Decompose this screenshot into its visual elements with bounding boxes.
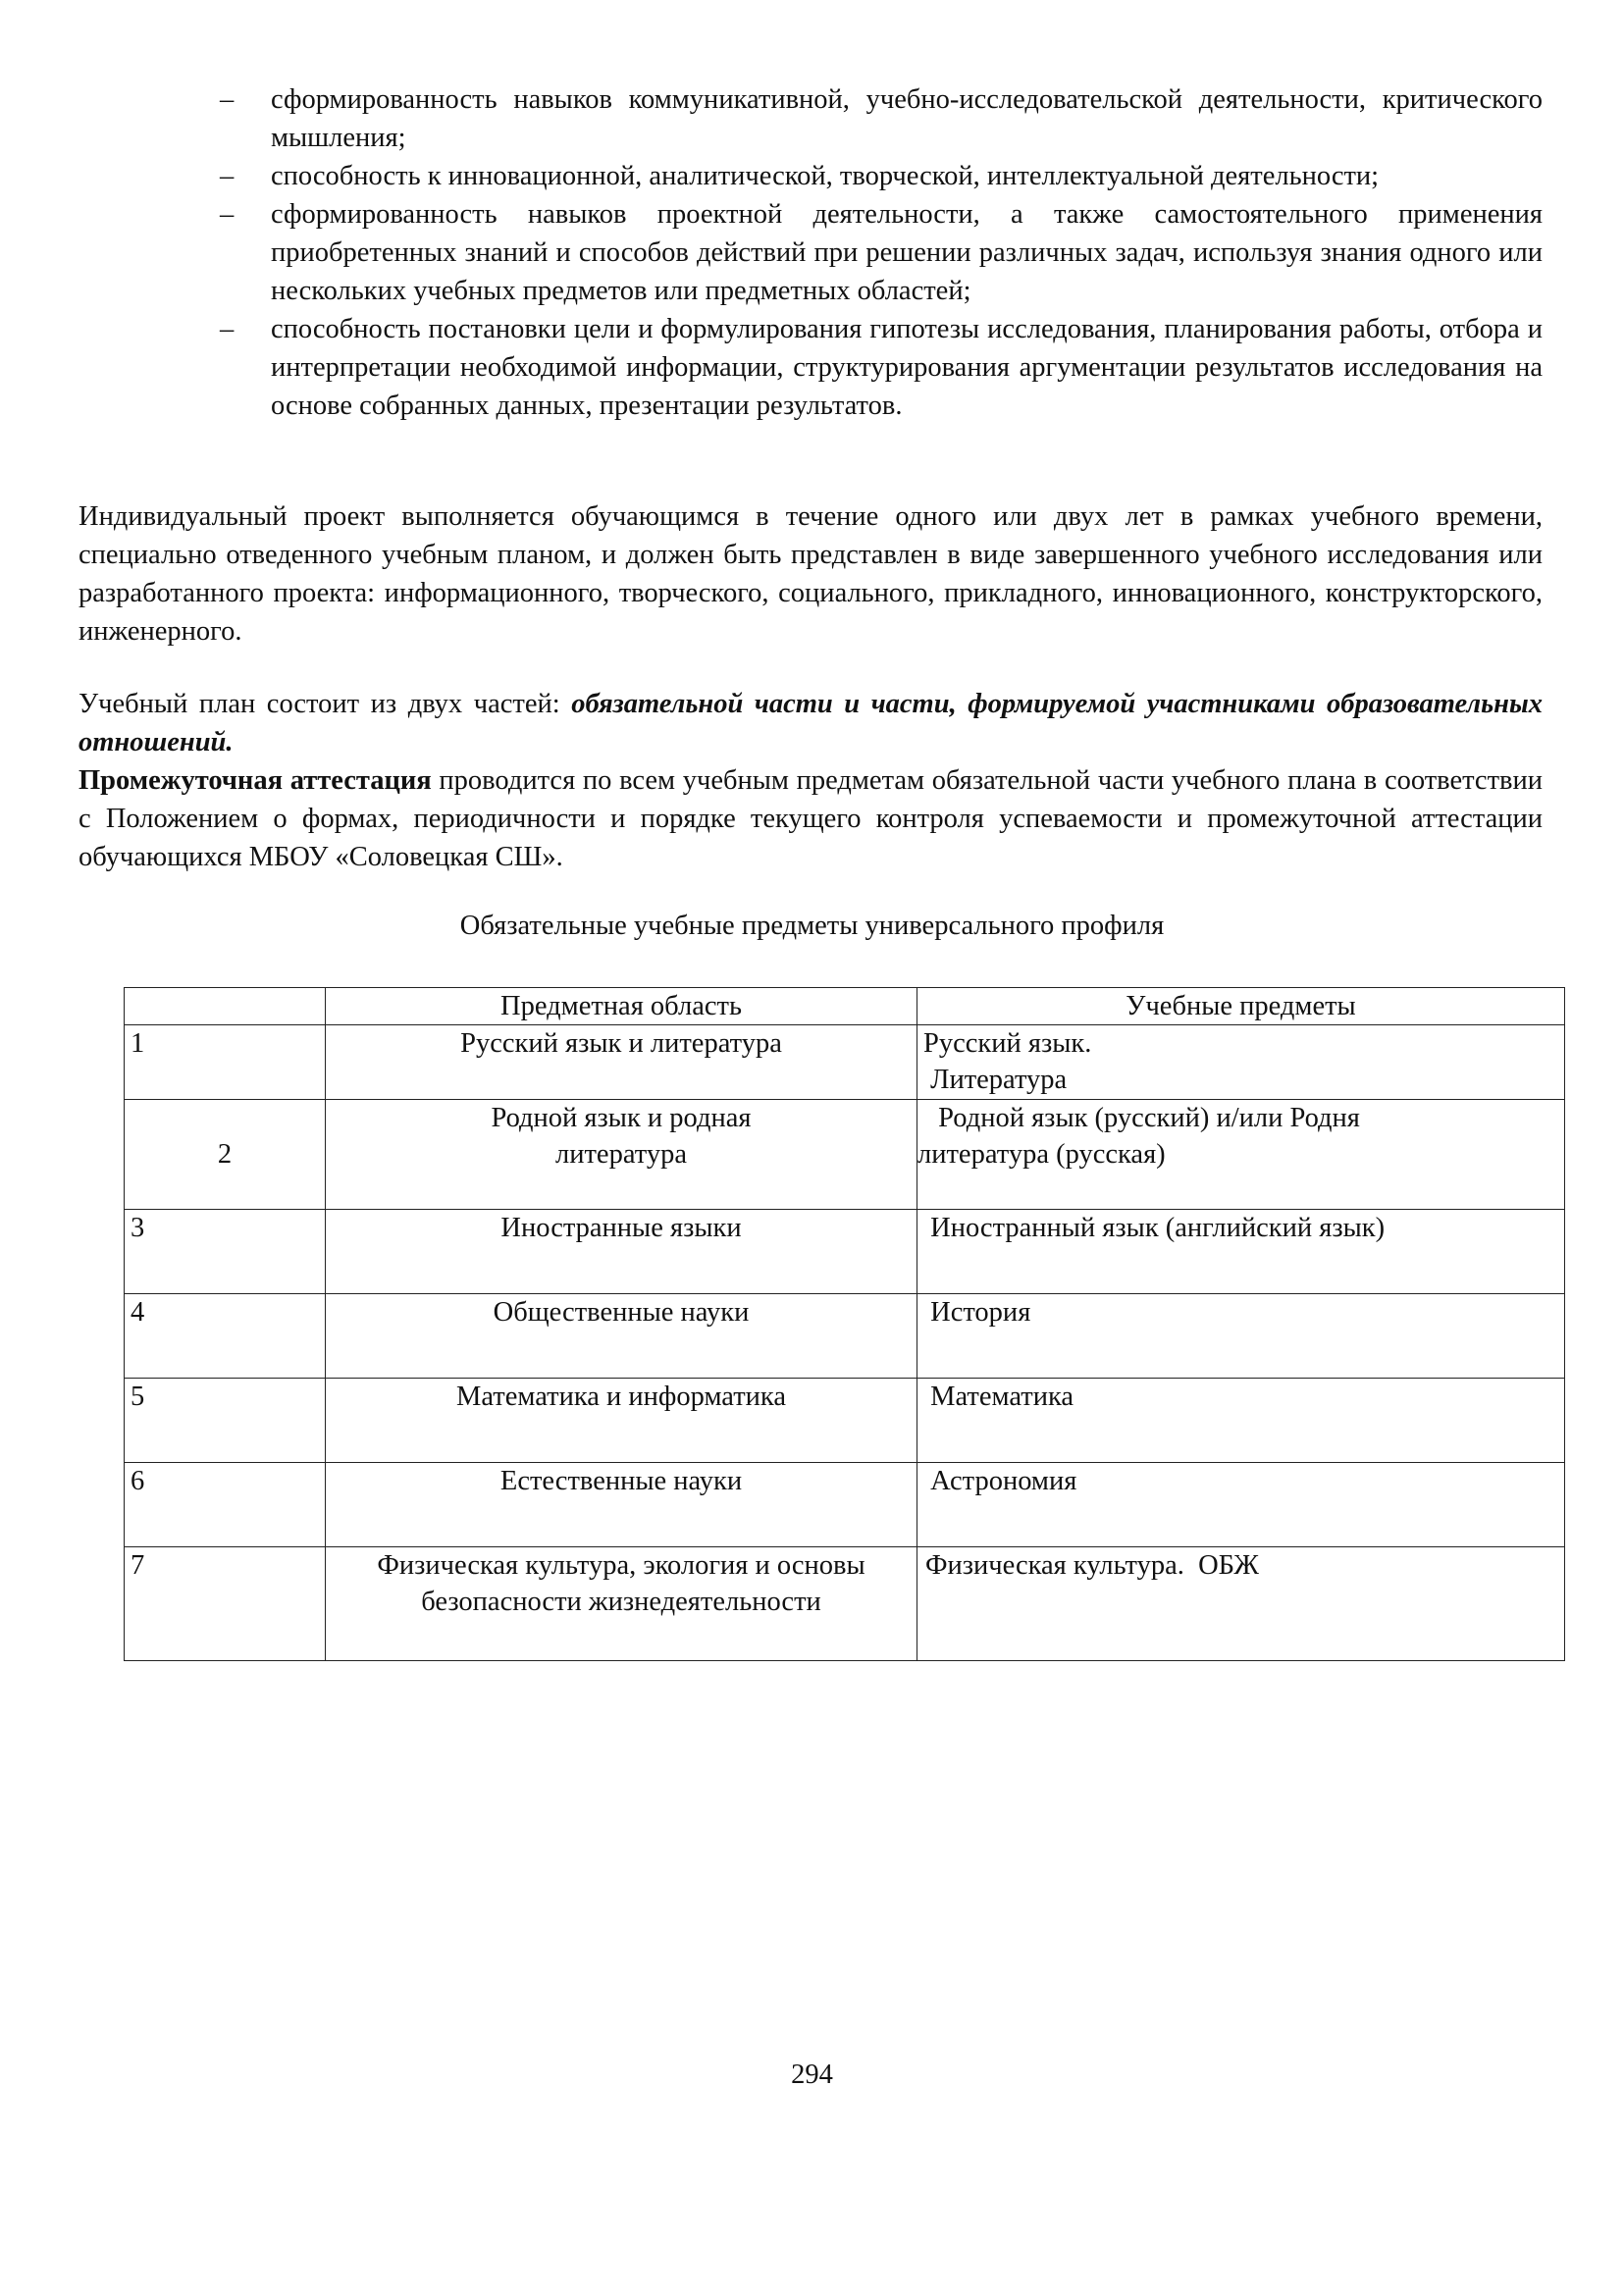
curriculum-parts-text: Учебный план состоит из двух частей:	[79, 689, 572, 719]
list-item-text: способность к инновационной, аналитической, творческой, интеллектуальной деятельности;	[271, 161, 1380, 191]
row-number: 6	[125, 1463, 326, 1547]
header-number	[125, 988, 326, 1025]
subject-area: Русский язык и литература	[326, 1025, 917, 1100]
dash-marker: –	[220, 314, 235, 344]
table-row	[125, 1463, 1565, 1547]
subject-line: Родной язык (русский) и/или Родня	[931, 1103, 1360, 1133]
page-number: 294	[791, 2060, 833, 2090]
list-item-text: сформированность навыков проектной деятельности, а также самостоятельного применения приобретенных знаний и способов действий при решении различных задач, используя знания одного или нескольких учебных предметов или предметных областей;	[271, 199, 1543, 306]
row-number: 4	[125, 1294, 326, 1379]
dash-marker: –	[220, 199, 235, 230]
subject-area	[326, 1100, 917, 1210]
table-row	[125, 1210, 1565, 1294]
subject-area	[326, 1547, 917, 1661]
subject-list: История	[917, 1294, 1565, 1379]
row-number: 3	[125, 1210, 326, 1294]
table-row	[125, 1547, 1565, 1661]
table-row	[125, 1294, 1565, 1379]
individual-project-paragraph: Индивидуальный проект выполняется обучающимся в течение одного или двух лет в рамках учебного времени, специально отведенного учебным планом, и должен быть представлен в виде завершенного учебного исследования или разработанного проекта: информационного, творческого, социального, прикладного, инновационного, конструкторского, инженерного.	[79, 501, 1543, 647]
subjects-table	[124, 987, 1565, 1661]
list-item	[220, 310, 1543, 425]
table-header-row	[125, 988, 1565, 1025]
list-item-text: способность постановки цели и формулирования гипотезы исследования, планирования работы, отбора и интерпретации необходимой информации, структурирования аргументации результатов исследования на основе собранных данных, презентации результатов.	[271, 314, 1543, 421]
curriculum-parts-emphasis: обязательной части и части, формируемой участниками образовательных отношений.	[79, 689, 1543, 757]
subject-list	[917, 1025, 1565, 1100]
table-title: Обязательные учебные предметы универсального профиля	[459, 911, 1165, 941]
subject-line: Литература	[923, 1065, 1068, 1095]
subject-list: Физическая культура. ОБЖ	[917, 1547, 1565, 1661]
row-number: 2	[125, 1100, 326, 1210]
attestation-paragraph	[79, 761, 1543, 876]
table-row	[125, 1379, 1565, 1463]
dash-marker: –	[220, 161, 235, 191]
list-item	[220, 80, 1543, 157]
subject-area: Общественные науки	[326, 1294, 917, 1379]
row-number: 1	[125, 1025, 326, 1100]
row-number: 5	[125, 1379, 326, 1463]
competency-list	[220, 80, 1543, 425]
header-subject-area: Предметная область	[326, 988, 917, 1025]
subject-area-text: Родной язык и родная литература	[491, 1103, 752, 1170]
list-item	[220, 195, 1543, 310]
subject-list: Иностранный язык (английский язык)	[917, 1210, 1565, 1294]
row-number: 7	[125, 1547, 326, 1661]
table-row	[125, 1100, 1565, 1210]
attestation-term: Промежуточная аттестация	[79, 765, 432, 796]
dash-marker: –	[220, 84, 235, 115]
curriculum-parts-paragraph	[79, 685, 1543, 761]
subject-area: Иностранные языки	[326, 1210, 917, 1294]
table-row	[125, 1025, 1565, 1100]
attestation-text: проводится по всем учебным предметам обязательной части учебного плана в соответствии с Положением о формах, периодичности и порядке текущего контроля успеваемости и промежуточной аттестации обучающихся МБОУ «Соловецкая СШ».	[79, 765, 1543, 872]
subject-area: Математика и информатика	[326, 1379, 917, 1463]
subject-list	[917, 1100, 1565, 1210]
subject-area: Естественные науки	[326, 1463, 917, 1547]
subject-area-text: Физическая культура, экология и основы безопасности жизнедеятельности	[377, 1550, 865, 1617]
list-item	[220, 157, 1543, 195]
subject-list: Астрономия	[917, 1463, 1565, 1547]
list-item-text: сформированность навыков коммуникативной, учебно-исследовательской деятельности, критического мышления;	[271, 84, 1543, 153]
subject-line: литература (русская)	[917, 1139, 1166, 1170]
subject-list: Математика	[917, 1379, 1565, 1463]
subject-line: Русский язык.	[923, 1028, 1092, 1059]
header-subjects: Учебные предметы	[917, 988, 1565, 1025]
